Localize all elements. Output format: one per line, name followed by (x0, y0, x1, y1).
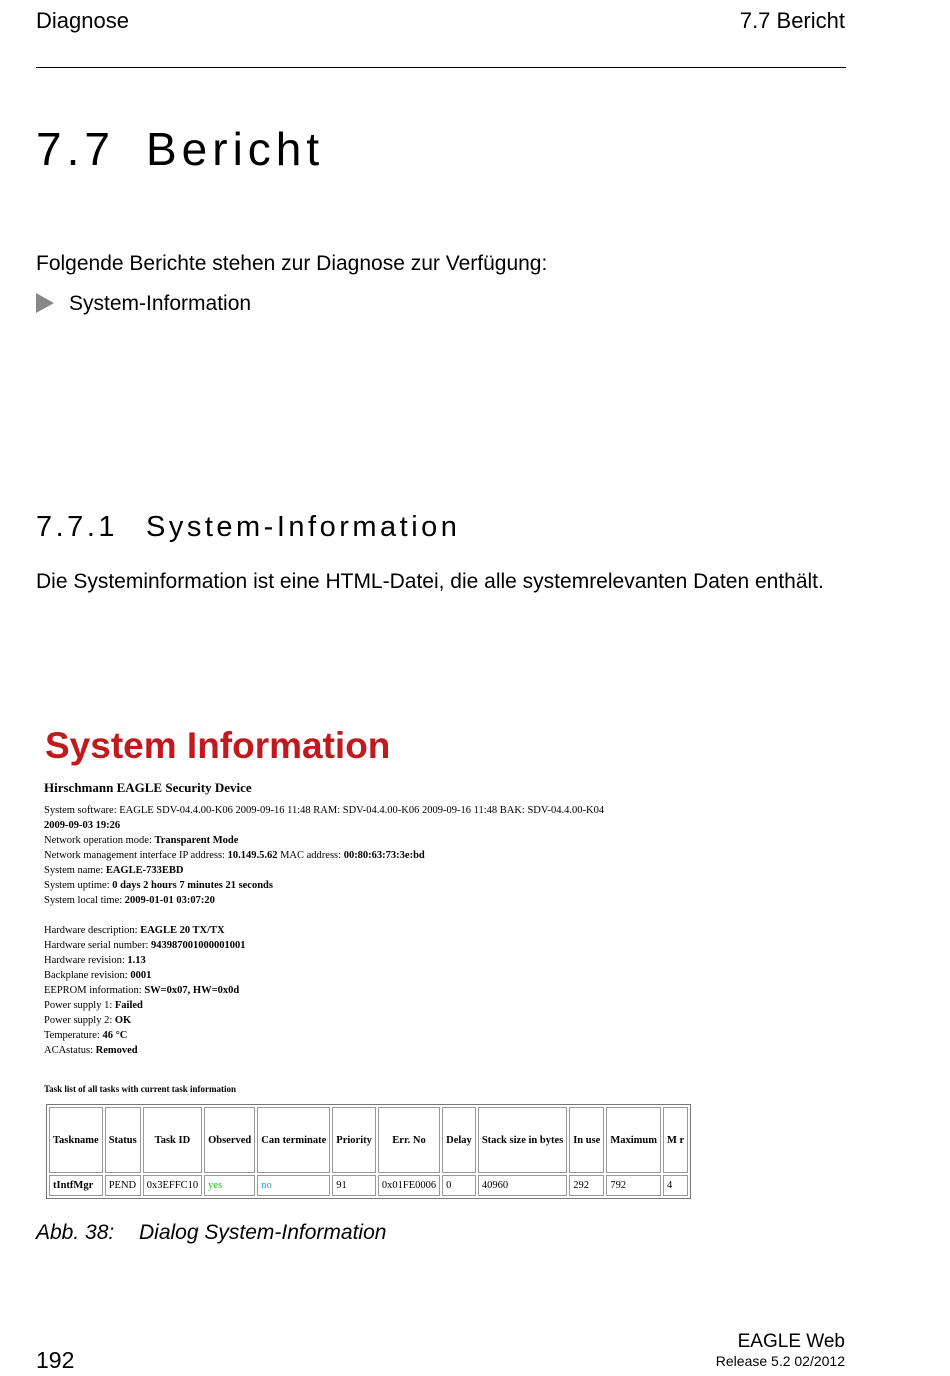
task-cell: 0x3EFFC10 (143, 1175, 202, 1196)
si-info-label: Network management interface IP address: (44, 850, 228, 861)
si-info-line (44, 955, 146, 966)
si-device-name: Hirschmann EAGLE Security Device (44, 780, 252, 795)
task-table-body (49, 1175, 688, 1196)
bullet-item (36, 292, 251, 316)
subsection-heading (36, 511, 460, 544)
si-task-list-title: Task list of all tasks with current task information (44, 1084, 237, 1094)
table-row (49, 1175, 688, 1196)
si-info-line (44, 1045, 138, 1056)
system-information-screenshot (36, 720, 685, 1200)
task-column-header: Status (105, 1107, 141, 1173)
si-info-line (44, 880, 273, 891)
si-info-line (44, 865, 183, 876)
task-cell: 4 (663, 1175, 688, 1196)
task-table-header (49, 1107, 688, 1173)
task-column-header: In use (569, 1107, 604, 1173)
si-info-label: Hardware description: (44, 925, 141, 936)
si-info-line (44, 1000, 143, 1011)
task-column-header: Priority (332, 1107, 376, 1173)
si-info-value: OK (114, 1015, 132, 1026)
si-info-label: Temperature: (44, 1030, 103, 1041)
task-column-header: Task ID (143, 1107, 202, 1173)
si-info-label: EEPROM information: (44, 985, 145, 996)
si-info-line (44, 985, 239, 996)
si-info-line (44, 925, 225, 936)
task-cell: PEND (105, 1175, 141, 1196)
si-info-line (44, 895, 215, 906)
figure-caption (36, 1221, 386, 1245)
description-paragraph: Die Systeminformation ist eine HTML-Datei, die alle systemrelevanten Daten enthält. (36, 570, 824, 593)
header-chapter: Diagnose (36, 8, 129, 33)
si-info-label: Hardware serial number: (44, 940, 151, 951)
task-column-header: Taskname (49, 1107, 103, 1173)
task-cell: yes (204, 1175, 255, 1196)
si-info-value: SW=0x07, HW=0x0d (144, 985, 240, 996)
page-number: 192 (36, 1347, 75, 1373)
task-column-header: Err. No (378, 1107, 440, 1173)
section-heading (36, 122, 324, 176)
si-info-value: 0 days 2 hours 7 minutes 21 seconds (112, 880, 273, 891)
task-cell: 0x01FE0006 (378, 1175, 440, 1196)
si-info-label: System local time: (44, 895, 125, 906)
footer-release: Release 5.2 02/2012 (715, 1353, 845, 1369)
caption-text: Dialog System-Information (139, 1221, 387, 1244)
si-info-value: 0001 (130, 970, 152, 981)
triangle-bullet-icon (36, 293, 54, 313)
si-info-line (44, 940, 246, 951)
si-info-line (44, 850, 425, 861)
si-title: System Information (45, 725, 391, 766)
si-info-label: MAC address: (277, 850, 344, 861)
subsection-number: 7.7.1 (36, 511, 118, 543)
si-info-value: 46 °C (102, 1030, 128, 1041)
task-cell: 792 (606, 1175, 661, 1196)
si-info-line (44, 835, 238, 846)
task-table (46, 1104, 691, 1199)
si-info-value: EAGLE 20 TX/TX (140, 925, 225, 936)
si-info-line (44, 970, 151, 981)
caption-label: Abb. 38: (36, 1221, 115, 1244)
section-title: Bericht (146, 123, 325, 175)
si-info-label: System name: (44, 865, 106, 876)
task-cell: tIntfMgr (49, 1175, 103, 1196)
si-info-value: Removed (95, 1045, 138, 1056)
footer-title: EAGLE Web (737, 1331, 845, 1352)
task-cell: 40960 (478, 1175, 567, 1196)
si-info-value: 2009-09-03 19:26 (44, 820, 121, 831)
si-info-label: System software: EAGLE SDV-04.4.00-K06 2009-09-16 11:48 RAM: SDV-04.4.00-K06 2009-09-16 11:48 BAK: SDV-04.4.00-K04 (44, 805, 605, 816)
si-info-line (44, 805, 604, 816)
task-cell: 292 (569, 1175, 604, 1196)
si-info-label: Network operation mode: (44, 835, 155, 846)
task-cell: no (257, 1175, 330, 1196)
si-info-value: 943987001000001001 (151, 940, 246, 951)
si-info-label: System uptime: (44, 880, 113, 891)
task-column-header: Delay (442, 1107, 476, 1173)
header-divider (36, 67, 846, 68)
si-info-line (44, 820, 120, 831)
si-info-value: 2009-01-01 03:07:20 (124, 895, 215, 906)
si-info-value: Failed (114, 1000, 143, 1011)
task-cell: 0 (442, 1175, 476, 1196)
si-info-line (44, 1015, 131, 1026)
si-info-label: ACAstatus: (44, 1045, 96, 1056)
task-column-header: Maximum (606, 1107, 661, 1173)
si-info-value: EAGLE-733EBD (105, 865, 184, 876)
intro-text: Folgende Berichte stehen zur Diagnose zur Verfügung: (36, 252, 548, 275)
task-column-header: Can terminate (257, 1107, 330, 1173)
si-info-value: 00:80:63:73:3e:bd (343, 850, 425, 861)
si-info-label: Hardware revision: (44, 955, 128, 966)
bullet-label: System-Information (69, 292, 252, 315)
header-section: 7.7 Bericht (739, 8, 845, 33)
task-column-header: Stack size in bytes (478, 1107, 567, 1173)
si-info-value: 1.13 (127, 955, 146, 966)
task-column-header: M r (663, 1107, 688, 1173)
si-info-line (44, 1030, 127, 1041)
si-info-label: Power supply 1: (44, 1000, 115, 1011)
si-info-label: Backplane revision: (44, 970, 131, 981)
task-cell: 91 (332, 1175, 376, 1196)
si-info-label: Power supply 2: (44, 1015, 115, 1026)
si-info-value: 10.149.5.62 (227, 850, 278, 861)
si-info-value: Transparent Mode (154, 835, 239, 846)
section-number: 7.7 (36, 123, 115, 175)
subsection-title: System-Information (146, 511, 461, 543)
task-column-header: Observed (204, 1107, 255, 1173)
